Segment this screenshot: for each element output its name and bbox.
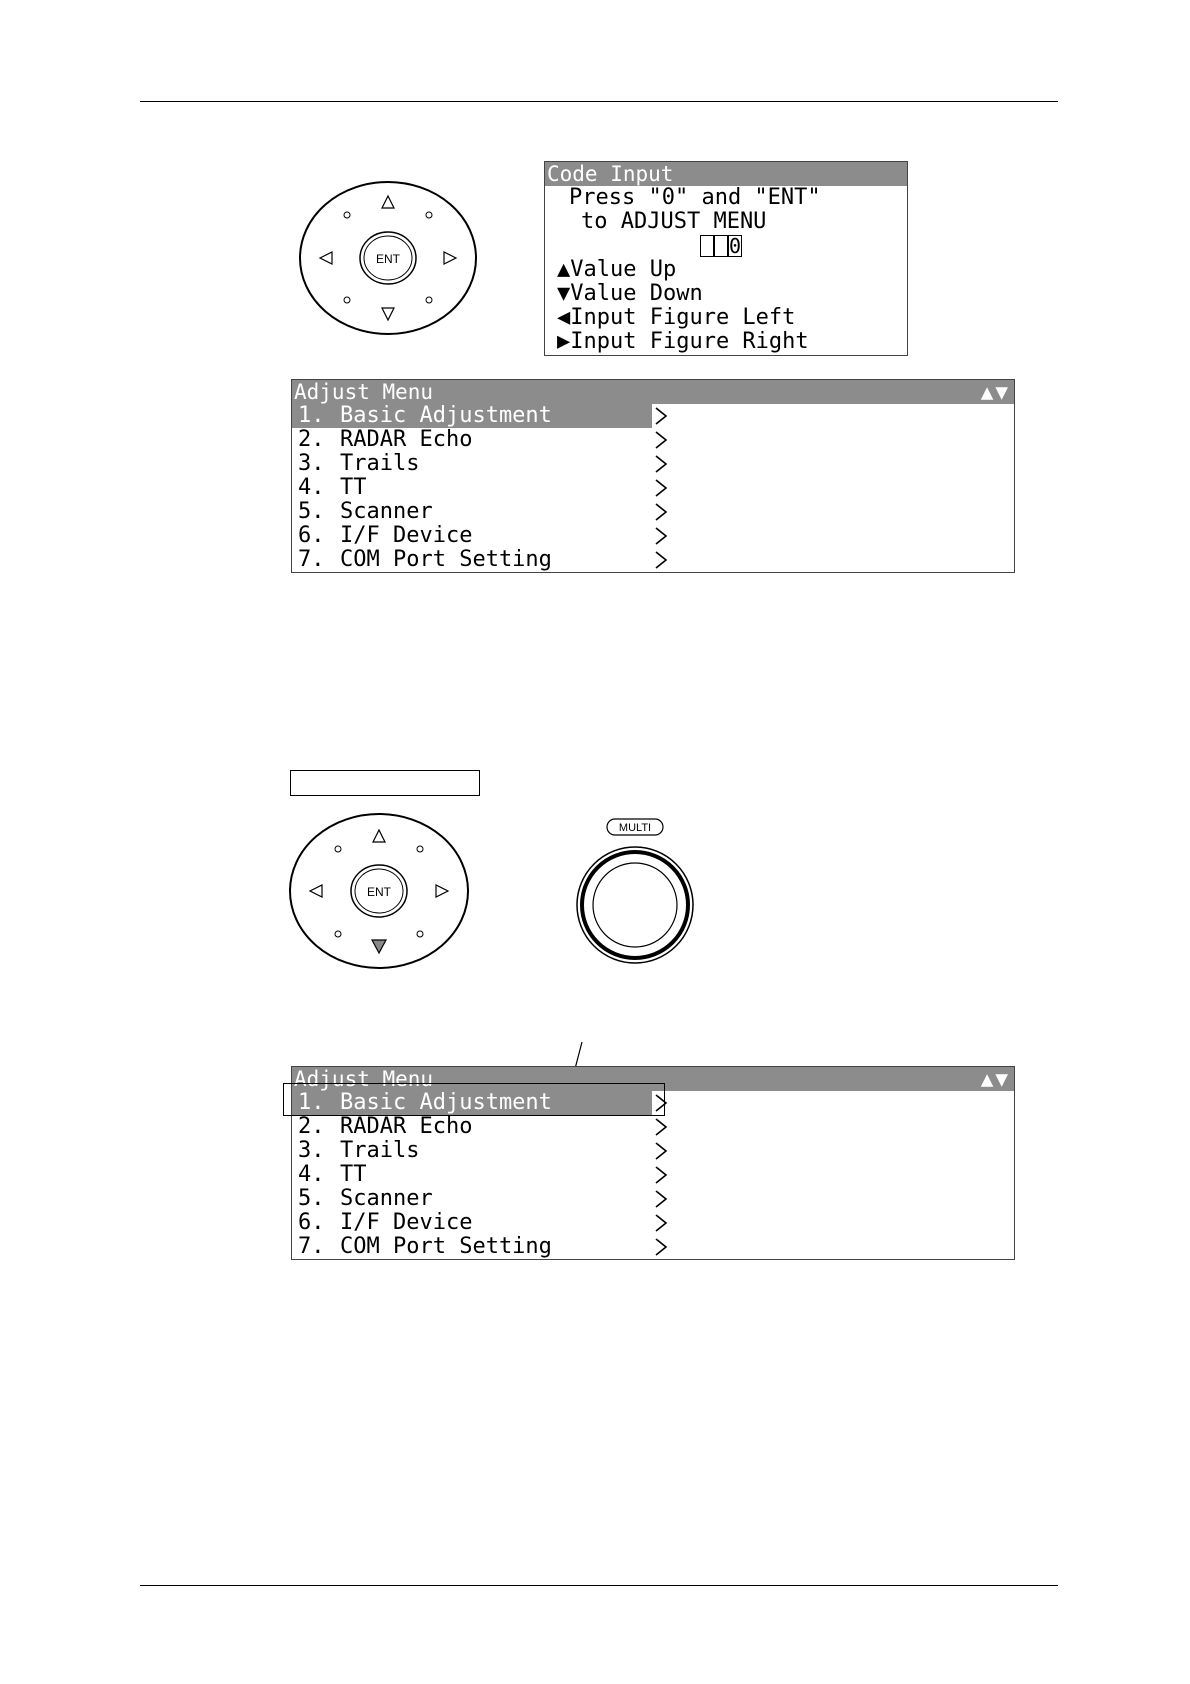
menu-item[interactable]: [292, 524, 1014, 548]
adjust-menu-title-text: Adjust Menu: [294, 1067, 434, 1091]
menu-item-number: 3.: [298, 1138, 325, 1163]
menu-item[interactable]: [292, 1139, 1014, 1163]
code-input-title: Code Input: [545, 162, 907, 186]
scroll-arrows-icon[interactable]: ▲▼: [980, 380, 1010, 404]
menu-item-label: TT: [340, 1162, 367, 1187]
dot-icon: [344, 297, 350, 303]
hint-figure-right: ▶Input Figure Right: [557, 329, 809, 354]
menu-item-number: 2.: [298, 427, 325, 452]
menu-item-label: Basic Adjustment: [340, 403, 552, 428]
menu-item-label: Trails: [340, 1138, 420, 1163]
menu-item[interactable]: [292, 500, 1014, 524]
instruction-line-1: Press "0" and "ENT": [569, 185, 821, 210]
menu-item[interactable]: [292, 1115, 1014, 1139]
menu-item[interactable]: [292, 1187, 1014, 1211]
chevron-right-icon: [654, 1237, 668, 1257]
digit-cell[interactable]: [714, 235, 728, 257]
dot-icon: [417, 846, 423, 852]
multi-label: MULTI: [618, 822, 652, 834]
chevron-right-icon: [654, 1117, 668, 1137]
chevron-right-icon: [654, 406, 668, 426]
hint-figure-left: ◀Input Figure Left: [557, 305, 796, 330]
menu-item-label: COM Port Setting: [340, 1234, 552, 1259]
digit-cell[interactable]: 0: [729, 234, 742, 258]
adjust-menu-panel: [291, 379, 1015, 573]
ent-label: ENT: [367, 885, 391, 899]
knob-center: [593, 863, 677, 947]
menu-item-number: 5.: [298, 499, 325, 524]
dot-icon: [344, 212, 350, 218]
cursor-keypad-2: [288, 812, 470, 972]
menu-item-number: 4.: [298, 1162, 325, 1187]
adjust-menu-title-text: Adjust Menu: [294, 380, 434, 404]
chevron-right-icon: [654, 1165, 668, 1185]
chevron-right-icon: [654, 550, 668, 570]
chevron-right-icon: [654, 454, 668, 474]
instruction-line-2: to ADJUST MENU: [581, 209, 767, 234]
menu-item-number: 1.: [298, 1090, 325, 1115]
menu-item-label: Scanner: [340, 1186, 433, 1211]
multi-knob[interactable]: [570, 815, 700, 965]
chevron-right-icon: [654, 478, 668, 498]
scroll-arrows-icon[interactable]: ▲▼: [980, 1067, 1010, 1091]
chevron-right-icon: [654, 1141, 668, 1161]
menu-item-label: Trails: [340, 451, 420, 476]
menu-item[interactable]: [292, 1235, 1014, 1259]
menu-item-label: COM Port Setting: [340, 547, 552, 572]
chevron-right-icon: [654, 1189, 668, 1209]
chevron-right-icon: [654, 526, 668, 546]
menu-item-number: 2.: [298, 1114, 325, 1139]
code-input-dialog: [544, 161, 908, 356]
chevron-right-icon: [654, 1213, 668, 1233]
menu-item-number: 4.: [298, 475, 325, 500]
menu-item-number: 6.: [298, 523, 325, 548]
menu-item[interactable]: [292, 548, 1014, 572]
hint-value-down: ▼Value Down: [557, 281, 703, 306]
adjust-menu-title: [292, 380, 1014, 404]
dot-icon: [335, 846, 341, 852]
menu-item[interactable]: [292, 404, 1014, 428]
menu-item-number: 7.: [298, 547, 325, 572]
menu-item[interactable]: [292, 452, 1014, 476]
menu-item-number: 1.: [298, 403, 325, 428]
header-rule: [140, 101, 1058, 102]
ent-label: ENT: [376, 252, 400, 266]
dot-icon: [426, 212, 432, 218]
menu-item[interactable]: [292, 1211, 1014, 1235]
menu-item-number: 3.: [298, 451, 325, 476]
menu-item-number: 7.: [298, 1234, 325, 1259]
menu-item-label: I/F Device: [340, 523, 473, 548]
menu-item-label: Basic Adjustment: [340, 1090, 552, 1115]
menu-item-label: I/F Device: [340, 1210, 473, 1235]
menu-item[interactable]: [292, 476, 1014, 500]
menu-item-number: 5.: [298, 1186, 325, 1211]
digit-cell[interactable]: [700, 235, 714, 257]
footer-rule: [140, 1585, 1058, 1586]
chevron-right-icon: [654, 430, 668, 450]
chevron-right-icon: [654, 502, 668, 522]
menu-item-label: TT: [340, 475, 367, 500]
code-digit-field[interactable]: [700, 235, 744, 257]
menu-item[interactable]: [292, 428, 1014, 452]
selection-highlight-frame: [283, 1083, 665, 1116]
dot-icon: [426, 297, 432, 303]
menu-item-label: RADAR Echo: [340, 1114, 473, 1139]
dot-icon: [335, 931, 341, 937]
menu-item[interactable]: [292, 1163, 1014, 1187]
blank-label-box: [290, 770, 480, 796]
dot-icon: [417, 931, 423, 937]
hint-value-up: ▲Value Up: [557, 257, 677, 282]
cursor-keypad-1: [298, 180, 478, 340]
menu-item-label: Scanner: [340, 499, 433, 524]
menu-item-number: 6.: [298, 1210, 325, 1235]
menu-item-label: RADAR Echo: [340, 427, 473, 452]
